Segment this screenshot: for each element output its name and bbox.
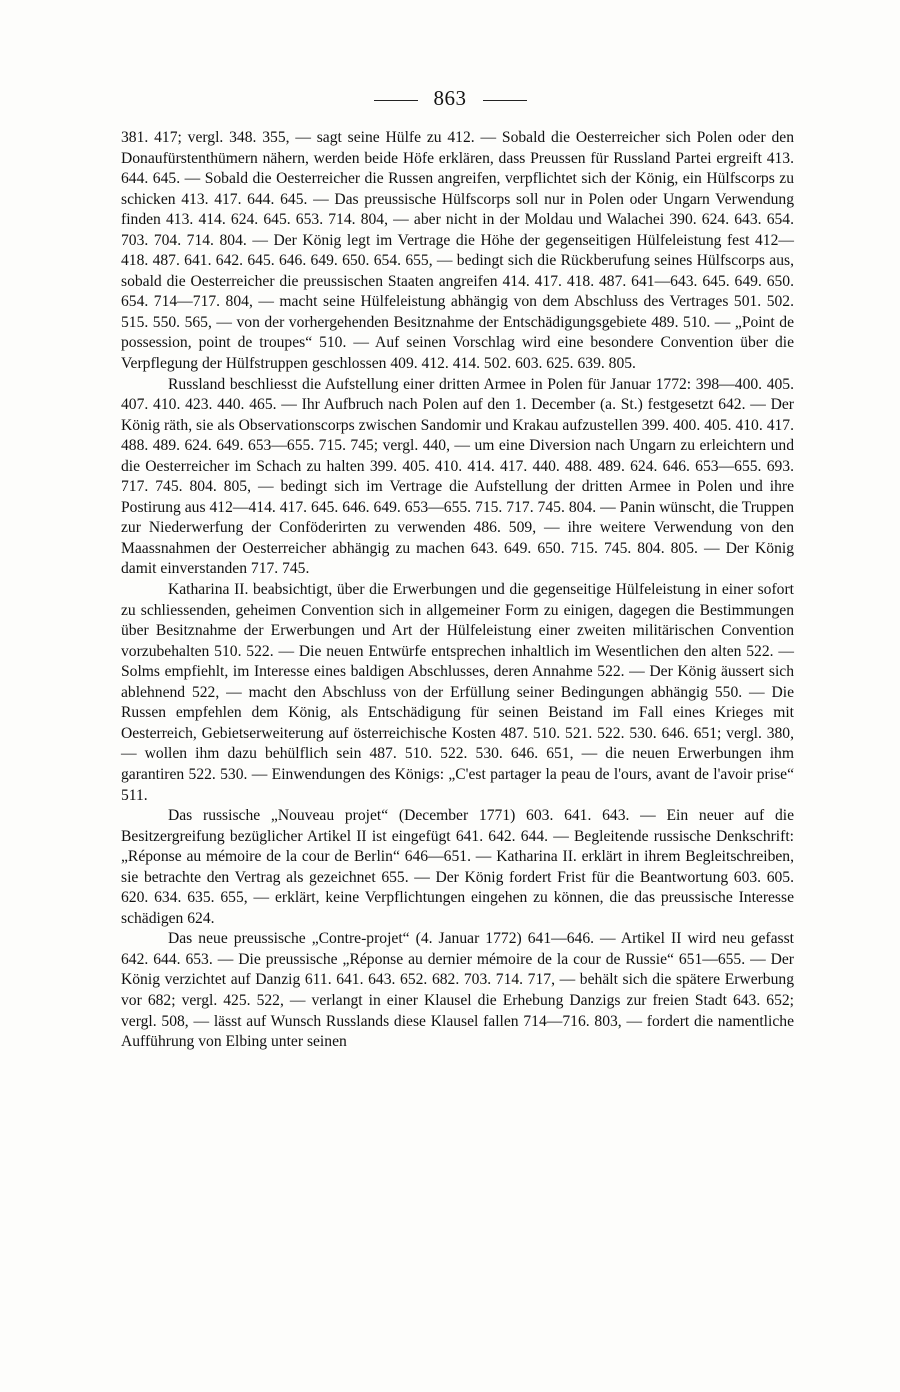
page-number: 863 <box>433 86 467 110</box>
header-rule-left <box>374 100 418 101</box>
page-header <box>0 86 900 111</box>
paragraph-2: Russland beschliesst die Aufstellung einer dritten Armee in Polen für Januar 1772: 398—400. 405. 407. 410. 423. 440. 465. — Ihr Aufbruch nach Polen auf den 1. December (a. St.) festgesetzt 642. — Der König räth, sie als Observationscorps zwischen Sandomir und Krakau aufzustellen 399. 400. 405. 410. 417. 488. 489. 624. 649. 653—655. 715. 745; vergl. 440, — um eine Diversion nach Ungarn zu erleichtern und die Oesterreicher im Schach zu halten 399. 405. 410. 414. 417. 440. 488. 489. 624. 646. 653—655. 693. 717. 745. 804. 805, — bedingt sich im Vertrage die Aufstellung der dritten Armee in Polen und ihre Postirung aus 412—414. 417. 645. 646. 649. 653—655. 715. 717. 745. 804. — Panin wünscht, die Truppen zur Niederwerfung der Conföderirten zu verwenden 486. 509, — ihre weitere Verwendung von den Maassnahmen der Oesterreicher abhängig zu machen 643. 649. 650. 715. 745. 804. 805. — Der König damit einverstanden 717. 745. <box>121 375 794 578</box>
paragraph-5: Das neue preussische „Contre-projet“ (4. Januar 1772) 641—646. — Artikel II wird neu gefasst 642. 644. 653. — Die preussische „Réponse au dernier mémoire de la cour de Russie“ 651—655. — Der König verzichtet auf Danzig 611. 641. 643. 652. 682. 703. 714. 717, — behält sich die spätere Erwerbung vor 682; vergl. 425. 522, — verlangt in einer Klausel die Erhebung Danzigs zur freien Stadt 643. 652; vergl. 508, — lässt auf Wunsch Russlands diese Klausel fallen 714—716. 803, — fordert die namentliche Aufführung von Elbing unter seinen <box>121 930 794 1051</box>
index-text <box>121 128 794 1053</box>
paragraph-3: Katharina II. beabsichtigt, über die Erwerbungen und die gegenseitige Hülfeleistung in einer sofort zu schliessenden, geheimen Convention sich in allgemeiner Form zu einigen, dagegen die Bestimmungen über Besitznahme der Erwerbungen und Art der Hülfeleistung einer zweiten militärischen Convention vorzubehalten 510. 522. — Die neuen Entwürfe entsprechen inhaltlich im Wesentlichen den alten 522. — Solms empfiehlt, im Interesse eines baldigen Abschlusses, deren Annahme 522. — Der König äussert sich ablehnend 522, — macht den Abschluss von der Erfüllung seiner Bedingungen abhängig 550. — Die Russen empfehlen dem König, als Entschädigung für seinen Beistand im Fall eines Krieges mit Oesterreich, Gebietserweiterung auf österreichische Kosten 487. 510. 521. 522. 530. 646. 651; vergl. 380, — wollen ihm dazu behülflich sein 487. 510. 522. 530. 646. 651, — die neuen Erwerbungen ihm garantiren 522. 530. — Einwendungen des Königs: „C'est partager la peau de l'ours, avant de l'avoir prise“ 511. <box>121 581 794 804</box>
header-rule-right <box>483 100 527 101</box>
paragraph-4: Das russische „Nouveau projet“ (December 1771) 603. 641. 643. — Ein neuer auf die Besitzergreifung bezüglicher Artikel II ist eingefügt 641. 642. 644. — Begleitende russische Denkschrift: „Réponse au mémoire de la cour de Berlin“ 646—651. — Katharina II. erklärt in ihrem Begleitschreiben, sie betrachte den Vertrag als gezeichnet 655. — Der König fordert Frist für die Beantwortung 603. 605. 620. 634. 635. 655, — erklärt, keine Verpflichtungen eingehen zu können, die das preussische Interesse schädigen 624. <box>121 807 794 927</box>
paragraph-1: 381. 417; vergl. 348. 355, — sagt seine Hülfe zu 412. — Sobald die Oesterreicher sich Polen oder den Donaufürstenthümern nähern, werden beide Höfe erklären, dass Preussen für Russland Partei ergreift 413. 644. 645. — Sobald die Oesterreicher die Russen angreifen, verpflichtet sich der König, ein Hülfscorps zu schicken 413. 417. 644. 645. — Das preussische Hülfscorps soll nur in Polen oder Ungarn Verwendung finden 413. 414. 624. 645. 653. 714. 804, — aber nicht in der Moldau und Walachei 390. 624. 643. 654. 703. 704. 714. 804. — Der König legt im Vertrage die Höhe der gegenseitigen Hülfeleistung fest 412—418. 487. 641. 642. 645. 646. 649. 650. 654. 655, — bedingt sich die Rückberufung seines Hülfscorps aus, sobald die Oesterreicher die preussischen Staaten angreifen 414. 417. 418. 487. 641—643. 645. 649. 650. 654. 714—717. 804, — macht seine Hülfeleistung abhängig von dem Abschluss des Vertrages 501. 502. 515. 550. 565, — von der vorhergehenden Besitznahme der Entschädigungsgebiete 489. 510. — „Point de possession, point de troupes“ 510. — Auf seinen Vorschlag wird eine besondere Convention über die Verpflegung der Hülfstruppen geschlossen 409. 412. 414. 502. 603. 625. 639. 805. <box>121 129 794 373</box>
